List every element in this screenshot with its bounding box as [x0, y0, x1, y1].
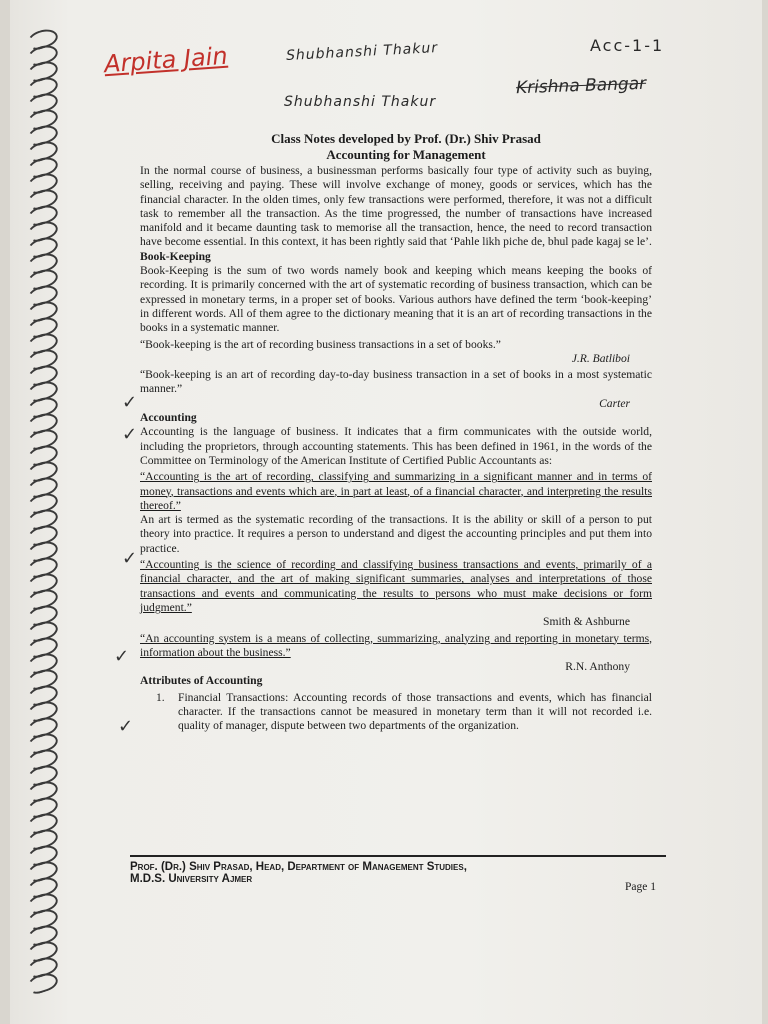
handwritten-name-mid: Shubhanshi Thakur [284, 94, 437, 110]
attributes-list [156, 691, 652, 734]
notes-content [140, 130, 652, 734]
footer-line-1: Prof. (Dr.) Shiv Prasad, Head, Department of Management Studies, [130, 861, 467, 873]
spiral-binding [10, 30, 70, 990]
accounting-body: Accounting is the language of business. It indicates that a firm communicates with the outside world, including the proprietors, through accounting statements. This has been defined in 1961, in the words of the Committee on Terminology of the American Institute of Certified Public Accountants as: [140, 425, 652, 467]
checkmark-icon: ✓ [122, 548, 138, 569]
doc-title: Class Notes developed by Prof. (Dr.) Shiv Prasad [271, 131, 541, 146]
handwritten-ref: Acc-1-1 [590, 36, 665, 55]
footer-line-2: M.D.S. University Ajmer [130, 873, 253, 885]
handwritten-name-top: Shubhanshi Thakur [285, 40, 439, 64]
page-footer [130, 855, 666, 893]
bookkeeping-heading: Book-Keeping [140, 249, 211, 263]
list-item-number: 1. [156, 690, 165, 704]
checkmark-icon: ✓ [118, 716, 134, 737]
bookkeeping-body: Book-Keeping is the sum of two words namely book and keeping which means keeping the books of recording. It is primarily concerned with the art of systematic recording of business transaction, which can be expressed in monetary terms, in a proper set of books. Various authors have defined the term ‘book-keeping’ in different words. All of them agree to the dictionary meaning that it is an art of recording transactions in the books in a systematic manner. [140, 264, 652, 335]
list-item [156, 691, 652, 734]
accounting-art: An art is termed as the systematic recording of the transactions. It is the ability or skill of a person to put theory into practice. It requires a person to understand and digest the accounting principles and put them into practice. [140, 513, 652, 555]
accounting-author-3: R.N. Anthony [565, 660, 630, 674]
checkmark-icon: ✓ [122, 392, 138, 413]
bookkeeping-author-1: J.R. Batliboi [571, 351, 630, 365]
notebook-page [10, 0, 762, 1024]
accounting-quote-1: “Accounting is the art of recording, classifying and summarizing in a significant manner and in terms of money, transactions and events which are, in part at least, of a financial character, and interpreting the results thereof.” [140, 470, 652, 512]
doc-subtitle: Accounting for Management [326, 147, 486, 162]
intro-paragraph: In the normal course of business, a businessman performs basically four type of activity such as buying, selling, receiving and paying. These will involve exchange of money, goods or services, which has the financial character. In the olden times, only few transactions were performed, therefore, it was not a difficult task to remember all the transaction. As the time progressed, the number of transactions have increased manifold and it became daunting task to memorise all the transaction, hence, the need to record transaction have become essential. In this context, it has been rightly said that ‘Pahle likh piche de, bhul pade kagaj se le’. [140, 164, 652, 249]
accounting-heading: Accounting [140, 411, 197, 425]
handwritten-name-red: Arpita Jain [103, 41, 229, 79]
checkmark-icon: ✓ [114, 646, 130, 667]
footer-rule [130, 855, 666, 857]
page-number: Page 1 [625, 881, 656, 893]
accounting-quote-2: “Accounting is the science of recording and classifying business transactions and events, primarily of a financial character, and the art of making significant summaries, analyses and interpretations of those transactions and events and communicating the results to persons who must make decisions or form judgment.” [140, 558, 652, 614]
bookkeeping-quote-2: “Book-keeping is an art of recording day-to-day business transaction in a set of books in a most systematic manner.” [140, 368, 652, 396]
accounting-quote-3: “An accounting system is a means of collecting, summarizing, analyzing and reporting in monetary terms, information about the business.” [140, 631, 652, 659]
bookkeeping-quote-1: “Book-keeping is the art of recording business transactions in a set of books.” [140, 337, 501, 351]
attributes-heading: Attributes of Accounting [140, 674, 263, 688]
checkmark-icon: ✓ [122, 424, 138, 445]
list-item-text: Financial Transactions: Accounting records of those transactions and events, which has financial character. If the transactions cannot be measured in monetary term than it will not recorded i.e. quality of manager, dispute between two departments of the organization. [178, 690, 652, 733]
bookkeeping-author-2: Carter [599, 396, 630, 410]
handwritten-name-right: Krishna Bangar [515, 73, 647, 99]
accounting-author-2: Smith & Ashburne [543, 615, 630, 629]
